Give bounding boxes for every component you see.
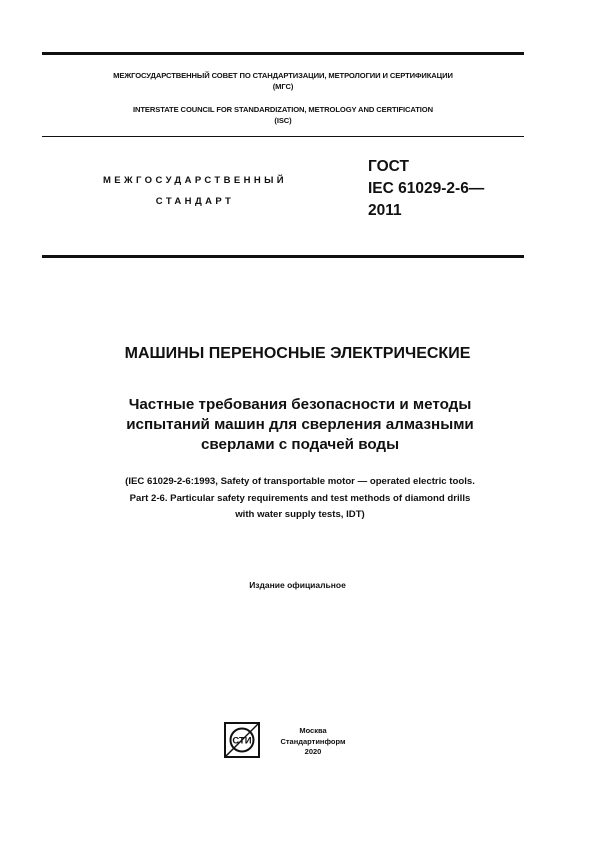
iec-reference-line2: Part 2-6. Particular safety requirements and test methods of diamond drills xyxy=(129,492,471,504)
council-name-ru xyxy=(42,70,524,92)
iec-reference-line3: with water supply tests, IDT) xyxy=(235,509,365,520)
council-abbr-ru: (МГС) xyxy=(272,82,294,91)
header-divider xyxy=(42,136,524,137)
logo-lettering: СТИ xyxy=(232,735,252,747)
council-name-en-text: INTERSTATE COUNCIL FOR STANDARDIZATION, METROLOGY AND CERTIFICATION xyxy=(133,105,433,114)
publisher-year: 2020 xyxy=(304,747,322,756)
standard-type-line1: МЕЖГОСУДАРСТВЕННЫЙ xyxy=(102,175,288,186)
standard-type xyxy=(60,170,330,212)
iec-reference-line1: (IEC 61029-2-6:1993, Safety of transportable motor — operated electric tools. xyxy=(125,476,475,487)
publisher-block xyxy=(278,726,348,758)
standartinform-logo-icon xyxy=(224,722,260,758)
document-title: МАШИНЫ ПЕРЕНОСНЫЕ ЭЛЕКТРИЧЕСКИЕ xyxy=(124,345,471,362)
council-name-ru-text: МЕЖГОСУДАРСТВЕННЫЙ СОВЕТ ПО СТАНДАРТИЗАЦИИ, МЕТРОЛОГИИ И СЕРТИФИКАЦИИ xyxy=(113,71,453,80)
publisher-city: Москва xyxy=(299,726,327,735)
designation-line1: ГОСТ xyxy=(368,158,409,175)
top-rule xyxy=(42,52,524,55)
document-subtitle xyxy=(60,395,540,455)
designation-line2: IEC 61029-2-6— xyxy=(368,180,485,197)
iec-reference xyxy=(40,474,560,524)
council-name-en xyxy=(42,104,524,126)
subtitle-line3: сверлами с подачей воды xyxy=(200,436,400,453)
standard-type-line2: СТАНДАРТ xyxy=(155,196,235,207)
council-abbr-en: (ISC) xyxy=(274,116,292,125)
designation-line3: 2011 xyxy=(368,202,402,219)
publisher-name: Стандартинформ xyxy=(280,736,346,746)
edition-note: Издание официальное xyxy=(249,580,346,590)
subtitle-line1: Частные требования безопасности и методы xyxy=(128,396,472,413)
subtitle-line2: испытаний машин для сверления алмазными xyxy=(126,416,474,433)
designation-rule xyxy=(42,255,524,258)
standard-designation xyxy=(368,156,484,222)
